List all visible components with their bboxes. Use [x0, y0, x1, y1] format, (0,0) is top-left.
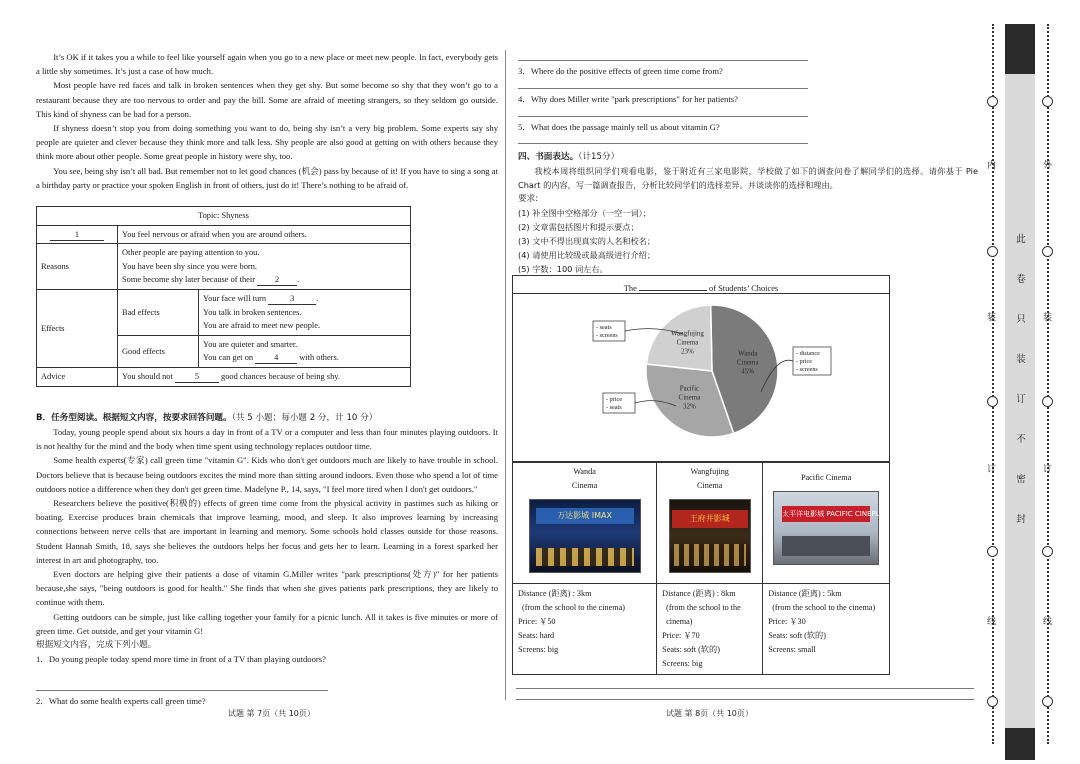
cinema-name2-wanda: Cinema: [571, 481, 598, 490]
annotation-text: - distance: [796, 350, 820, 357]
page-footer-7: 试题 第 7页（共 10页）: [228, 709, 315, 718]
chart-title-pre: The: [623, 284, 637, 293]
section-b-heading: [36, 410, 498, 425]
inner-word-4: 线: [985, 616, 995, 627]
binding-hole-circle: [1042, 396, 1053, 407]
cinema-info-wanda: [513, 584, 657, 675]
cinema-name2-wangfujing: Cinema: [696, 481, 723, 490]
chart-title-post: of Students’ Choices: [709, 284, 779, 293]
table-topic: Topic: Shyness: [37, 207, 411, 226]
bad-effects-cell: [199, 289, 411, 335]
page-footer-8: 试题 第 8页（共 10页）: [666, 709, 753, 718]
distance-wanda: Distance (距离) : 3km: [518, 589, 592, 598]
section-4-title: 四、书面表达。: [518, 152, 579, 162]
bad-line-1-text: Your face will turn: [203, 293, 267, 303]
annotation-text: - screens: [596, 332, 618, 339]
inner-word-2: 装: [985, 312, 995, 323]
intro-paragraph-3: If shyness doesn’t stop you from doing something you want to do, being shy isn’t a very big problem. Some experts say shy people are quieter and clever because they think more and talk less. Shy people are also good at getting on with others because they think more about other people. Some great people in history were shy, too.: [36, 123, 498, 162]
cinema-table: [512, 461, 890, 675]
pie-label-wangfujing-cinema: Wangfujing Cinema 23%: [671, 329, 704, 356]
question-2: 2．What do some health experts call green time?: [36, 696, 206, 706]
wanda-photo: [529, 499, 641, 573]
pacific-photo: [773, 491, 889, 565]
section-4: [518, 150, 978, 276]
reason-line-3: Some become shy later because of their 2 .: [122, 275, 300, 285]
answer-line-1[interactable]: [36, 690, 328, 691]
advice-cell: [118, 367, 411, 386]
good-effects-label: Good effects: [118, 335, 199, 367]
answer-line-3[interactable]: [518, 88, 808, 89]
bad-line-2: You talk in broken sentences.: [203, 307, 302, 317]
good-line-1: You are quieter and smarter.: [203, 339, 298, 349]
question-3: 3．Where do the positive effects of green time come from?: [518, 66, 723, 76]
price-wangfujing: Price: ￥70: [662, 631, 700, 640]
table-row1-text: You feel nervous or afraid when you are around others.: [118, 225, 411, 244]
distance-note-wanda: (from the school to the cinema): [522, 603, 625, 612]
notice-char-5: 订: [1016, 394, 1026, 405]
screens-wanda: Screens: big: [518, 645, 559, 654]
reason-line-1: Other people are paying attention to you.: [122, 248, 260, 258]
wangfujing-lights: [674, 544, 746, 566]
price-pacific: Price: ￥30: [768, 617, 806, 626]
page-divider: [505, 50, 506, 700]
pacific-sign: 太平洋电影城 PACIFIC CINEPLEX: [782, 506, 870, 522]
binding-strip: [974, 20, 1080, 764]
bad-effects-label: Bad effects: [118, 289, 199, 335]
good-effects-cell: [199, 335, 411, 367]
blank-4[interactable]: 4: [255, 352, 297, 364]
annotation-text: - screens: [796, 366, 818, 373]
binding-hole-circle: [1042, 696, 1053, 707]
distance-wangfujing: Distance (距离) : 8km: [662, 589, 736, 598]
good-line-2-pre: You can get on: [203, 353, 254, 363]
inner-word-3: 订: [985, 464, 995, 475]
seats-pacific: Seats: soft (软的): [768, 631, 826, 640]
cinema-name-wangfujing: Wangfujing: [690, 467, 729, 476]
good-line-2: [203, 351, 406, 365]
requirement-5: (5) 字数：100 词左右。: [518, 264, 608, 275]
bad-line-3: You are afraid to meet new people.: [203, 321, 321, 331]
outer-word-3: 订: [1041, 464, 1051, 475]
writing-line-1[interactable]: [516, 688, 974, 689]
annotation-text: - price: [796, 358, 812, 365]
notice-char-2: 卷: [1016, 274, 1026, 285]
section-b: [36, 410, 498, 666]
notice-char-8: 封: [1016, 514, 1026, 525]
wanda-sign: 万达影城 IMAX: [536, 508, 634, 524]
table-row-blank1: [37, 225, 118, 244]
chart-title-blank[interactable]: [639, 290, 707, 291]
outer-word-2: 装: [1041, 312, 1051, 323]
requirement-2: (2) 文章需包括图片和提示要点；: [518, 222, 639, 233]
binding-hole-circle: [1042, 96, 1053, 107]
pacific-entrance: [782, 536, 870, 556]
answer-line-2[interactable]: [518, 60, 808, 61]
binding-notice: [1014, 220, 1028, 540]
cinema-info-wangfujing: [657, 584, 763, 675]
question-4: 4．Why does Miller write "park prescriptions" for her patients?: [518, 94, 738, 104]
b-paragraph-3: Researchers believe the positive(积极的) effects of green time come from the physical activity in pastimes such as hiking or boating. Exercise produces brain chemicals that improve learning, mood, and sleep. It also improves learning by increasing connections between nerve cells that are important in learning and memory. Some schools hold classes outside for those reasons. Student Hannah Smith, 18, says she believes the outdoors helps her focus and gets her to learn. Learning in a forest sparked her interest in art and photography, too.: [36, 498, 498, 565]
b-paragraph-1: Today, young people spend about six hours a day in front of a TV or a computer and less than four minutes playing outdoors. It is not healthy for the mind and the body when time spent using technology replaces outdoor time.: [36, 427, 498, 452]
cinema-name-pacific: Pacific Cinema: [800, 473, 852, 482]
cinema-cell-wangfujing: [657, 462, 763, 584]
reason-line-2: You have been shy since you were born.: [122, 261, 257, 271]
pie-chart-box: [512, 275, 890, 463]
cinema-cell-wanda: [513, 462, 657, 584]
requirement-3: (3) 文中不得出现真实的人名和校名；: [518, 236, 656, 247]
good-line-2-post: with others.: [299, 353, 339, 363]
reasons-cell: [118, 244, 411, 290]
b-paragraph-2: Some health experts(专家) call green time "vitamin G". Kids who don't get outdoors much are likely to have trouble in school. Doctors believe that is because being outdoors excites the mind more than sitting around indoors. Even those who spend a lot of time outdoors notice a difference when they don't get green time. Madelyne P., 14, says, "I feel more tired when I don't get outdoors.": [36, 455, 498, 494]
instruction: 根据短文内容，完成下列小题。: [36, 640, 157, 651]
answer-line-4[interactable]: [518, 116, 808, 117]
cinema-info-pacific: [763, 584, 890, 675]
notice-char-1: 此: [1016, 234, 1026, 245]
binding-band-bottom-cap: [1005, 728, 1035, 760]
inner-word-1: 内: [985, 160, 995, 171]
cinema-cell-pacific: [763, 462, 890, 584]
advice-pre: You should not: [122, 371, 173, 381]
shyness-table: [36, 206, 411, 387]
distance-note-pacific: (from the school to the cinema): [772, 603, 876, 612]
pie-chart: [513, 296, 889, 462]
requirement-1: (1) 补全图中空格部分（一空一词）；: [518, 208, 651, 219]
intro-passage: [36, 50, 498, 192]
seats-wangfujing: Seats: soft (软的): [662, 645, 720, 654]
section-4-heading: [518, 150, 978, 164]
writing-line-2[interactable]: [516, 699, 974, 700]
inner-dotted-line: [992, 24, 994, 744]
requirements-title: 要求:: [518, 194, 539, 205]
binding-hole-circle: [987, 396, 998, 407]
task-intro: 我校本周将组织同学们观看电影，鉴于附近有三家电影院，学校做了如下的调查问卷了解同学们的选择。请你基于 Pie Chart 的内容，写一篇调查报告，分析比较同学们的选择差异。并谈谈你的选择和理由。: [518, 166, 978, 191]
binding-hole-circle: [987, 546, 998, 557]
notice-char-4: 装: [1016, 354, 1026, 365]
wangfujing-photo: [669, 499, 751, 573]
outer-word-4: 线: [1041, 616, 1051, 627]
binding-hole-circle: [1042, 546, 1053, 557]
annotation-text: - price: [606, 396, 622, 403]
pie-label-wanda-cinema: Wanda Cinema 45%: [736, 349, 759, 376]
distance-note-wangfujing: (from the school to the cinema): [666, 603, 741, 626]
section-b-title: B．任务型阅读。根据短文内容，按要求回答问题。: [36, 413, 232, 423]
question-5: 5．What does the passage mainly tell us about vitamin G?: [518, 122, 720, 132]
reasons-label: Reasons: [37, 244, 118, 290]
outer-word-1: 外: [1041, 160, 1051, 171]
intro-paragraph-2: Most people have red faces and talk in broken sentences when they get shy. But some become so shy that they won’t go to a restaurant because they are too nervous to order and pay the bill. Some are afraid of meeting strangers, so they seldom go outside. This kind of shyness can be bad for a person.: [36, 80, 498, 119]
annotation-text: - seats: [596, 324, 612, 331]
binding-hole-circle: [987, 96, 998, 107]
binding-band-top-cap: [1005, 24, 1035, 74]
notice-char-3: 只: [1016, 314, 1026, 325]
answer-line-5[interactable]: [518, 143, 808, 144]
blank-2[interactable]: 2: [257, 274, 297, 286]
wanda-lights: [536, 548, 634, 566]
intro-paragraph-1: It’s OK if it takes you a while to feel like yourself again when you go to a new place or meet new people. In fact, everybody gets a little shy sometimes. It’s just a case of how much.: [36, 52, 498, 77]
advice-label: Advice: [37, 367, 118, 386]
binding-hole-circle: [987, 696, 998, 707]
effects-label: Effects: [37, 289, 118, 367]
screens-pacific: Screens: small: [768, 645, 816, 654]
section-4-points: （计15分）: [578, 152, 620, 162]
price-wanda: Price: ￥50: [518, 617, 556, 626]
pie-label-pacific-cinema: Pacific Cinema 32%: [678, 384, 701, 411]
cinema-name-wanda: Wanda: [573, 467, 596, 476]
notice-char-7: 密: [1016, 474, 1026, 485]
b-paragraph-4: Even doctors are helping give their patients a dose of vitamin G.Miller writes "park prescriptions(处方)" for her patients because,she says, "being outdoors is good for health." She finds that when she gives patients park prescriptions, they are likely to continue with them.: [36, 569, 498, 608]
advice-post: good chances because of being shy.: [221, 371, 340, 381]
annotation-text: - seats: [606, 404, 622, 411]
question-1: 1．Do young people today spend more time in front of a TV than playing outdoors?: [36, 654, 326, 665]
seats-wanda: Seats: hard: [518, 631, 555, 640]
screens-wangfujing: Screens: big: [662, 659, 703, 668]
section-b-note: （共 5 小题；每小题 2 分，计 10 分）: [231, 413, 378, 423]
b-paragraph-5: Getting outdoors can be simple, just like calling together your family for a picnic lunch. All it takes is five minutes or more of green time. Get outside, and get your vitamin G!: [36, 611, 498, 636]
intro-paragraph-4: You see, being shy isn’t all bad. But remember not to let good chances (机会) pass by because of it! If you have to sing a song at a birthday party or practice your spoken English in front of others, just do it! There’s nothing to be afraid of.: [36, 165, 498, 190]
requirement-4: (4) 请使用比较级或最高级进行介绍；: [518, 250, 656, 261]
blank-3[interactable]: 3: [268, 293, 316, 305]
binding-hole-circle: [987, 246, 998, 257]
binding-hole-circle: [1042, 246, 1053, 257]
blank-1[interactable]: 1: [50, 229, 104, 241]
bad-line-1: Your face will turn 3 .: [203, 293, 319, 303]
reason-line-3-text: Some become shy later because of their: [122, 275, 256, 285]
outer-dotted-line: [1047, 24, 1049, 744]
blank-5[interactable]: 5: [175, 371, 219, 383]
wangfujing-sign: 王府井影城: [672, 510, 748, 528]
distance-pacific: Distance (距离) : 5km: [768, 589, 842, 598]
chart-title: [513, 276, 889, 294]
notice-char-6: 不: [1016, 434, 1026, 445]
